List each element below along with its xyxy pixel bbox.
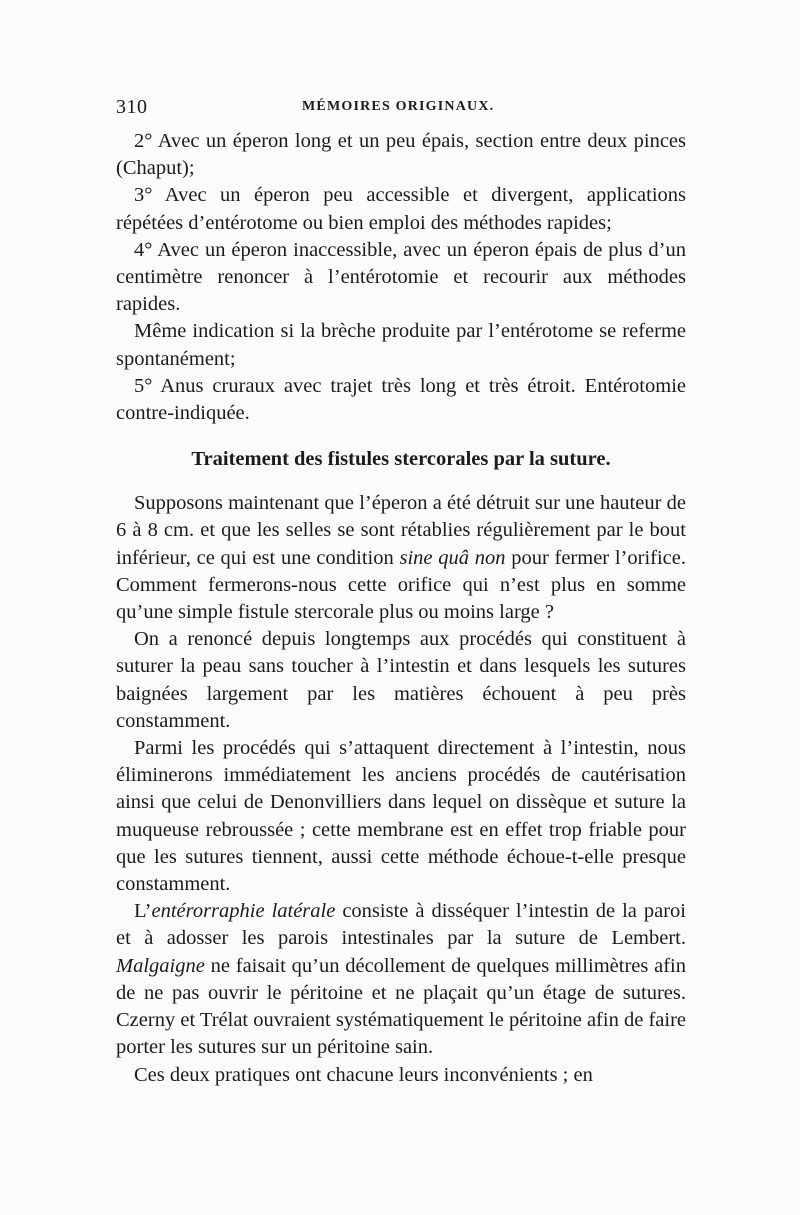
paragraph-item-2: 2° Avec un éperon long et un peu épais, section entre deux pinces (Chaput); (116, 130, 686, 180)
italic-phrase: sine quâ non (399, 546, 506, 569)
text-run: ne faisait qu’un décollement de quelques millimètres afin de ne pas ouvrir le péritoine et ne plaçait qu’un étage de sutures. Czerny et Trélat ouvraient systématiquement le péritoine afin de faire porter les sutures sur un péritoine sain. (116, 954, 686, 1059)
text-run: pour fermer l’orifice. Comment fermerons-nous cette orifice qui n’est plus en somme qu’une simple fistule stercorale plus ou moins large ? (116, 546, 687, 624)
section-heading: Traitement des fistules stercorales par la suture. (191, 448, 611, 471)
paragraph-supposons (116, 490, 686, 626)
paragraph-same-indication: Même indication si la brèche produite par l’entérotome se referme spontanément; (116, 320, 686, 370)
paragraph-ces-deux: Ces deux pratiques ont chacune leurs inconvénients ; en (134, 1063, 593, 1086)
text-run: consiste à disséquer l’intestin de la paroi et à adosser les parois intestinales par la suture de Lembert. (116, 900, 687, 950)
running-title: MÉMOIRES ORIGINAUX. (302, 99, 495, 114)
paragraph-parmi: Parmi les procédés qui s’attaquent directement à l’intestin, nous éliminerons immédiatement les anciens procédés de cautérisation ainsi que celui de Denonvilliers dans lequel on dissèque et suture la muqueuse rebroussée ; cette membrane est en effet trop friable pour que les sutures tiennent, aussi cette méthode échoue-t-elle presque constamment. (116, 737, 686, 896)
italic-term: entérorraphie latérale (151, 900, 336, 923)
text-run: L’ (134, 900, 152, 923)
paragraph-item-4: 4° Avec un éperon inaccessible, avec un éperon épais de plus d’un centimètre renoncer à l’entérotomie et recourir aux méthodes rapides. (116, 238, 686, 316)
page-number: 310 (116, 96, 148, 118)
paragraph-item-5: 5° Anus cruraux avec trajet très long et très étroit. Entérotomie contre-indiquée. (116, 374, 686, 425)
running-header (116, 96, 686, 124)
italic-name: Malgaigne (116, 954, 205, 977)
paragraph-enterorraphie (116, 898, 686, 1061)
text-run: Supposons maintenant que l’éperon a été détruit sur une hauteur de 6 à 8 cm. et que les selles se sont rétablies régulièrement par le bout inférieur, ce qui est une condition (116, 492, 686, 569)
paragraph-on-a-renonce: On a renoncé depuis longtemps aux procédés qui constituent à suturer la peau sans toucher à l’intestin et dans lesquels les sutures baignées largement par les matières échouent à peu près constamment. (116, 628, 686, 732)
paragraph-item-3: 3° Avec un éperon peu accessible et divergent, applications répétées d’entérotome ou bien emploi des méthodes rapides; (116, 184, 686, 234)
body-text (116, 128, 686, 1089)
